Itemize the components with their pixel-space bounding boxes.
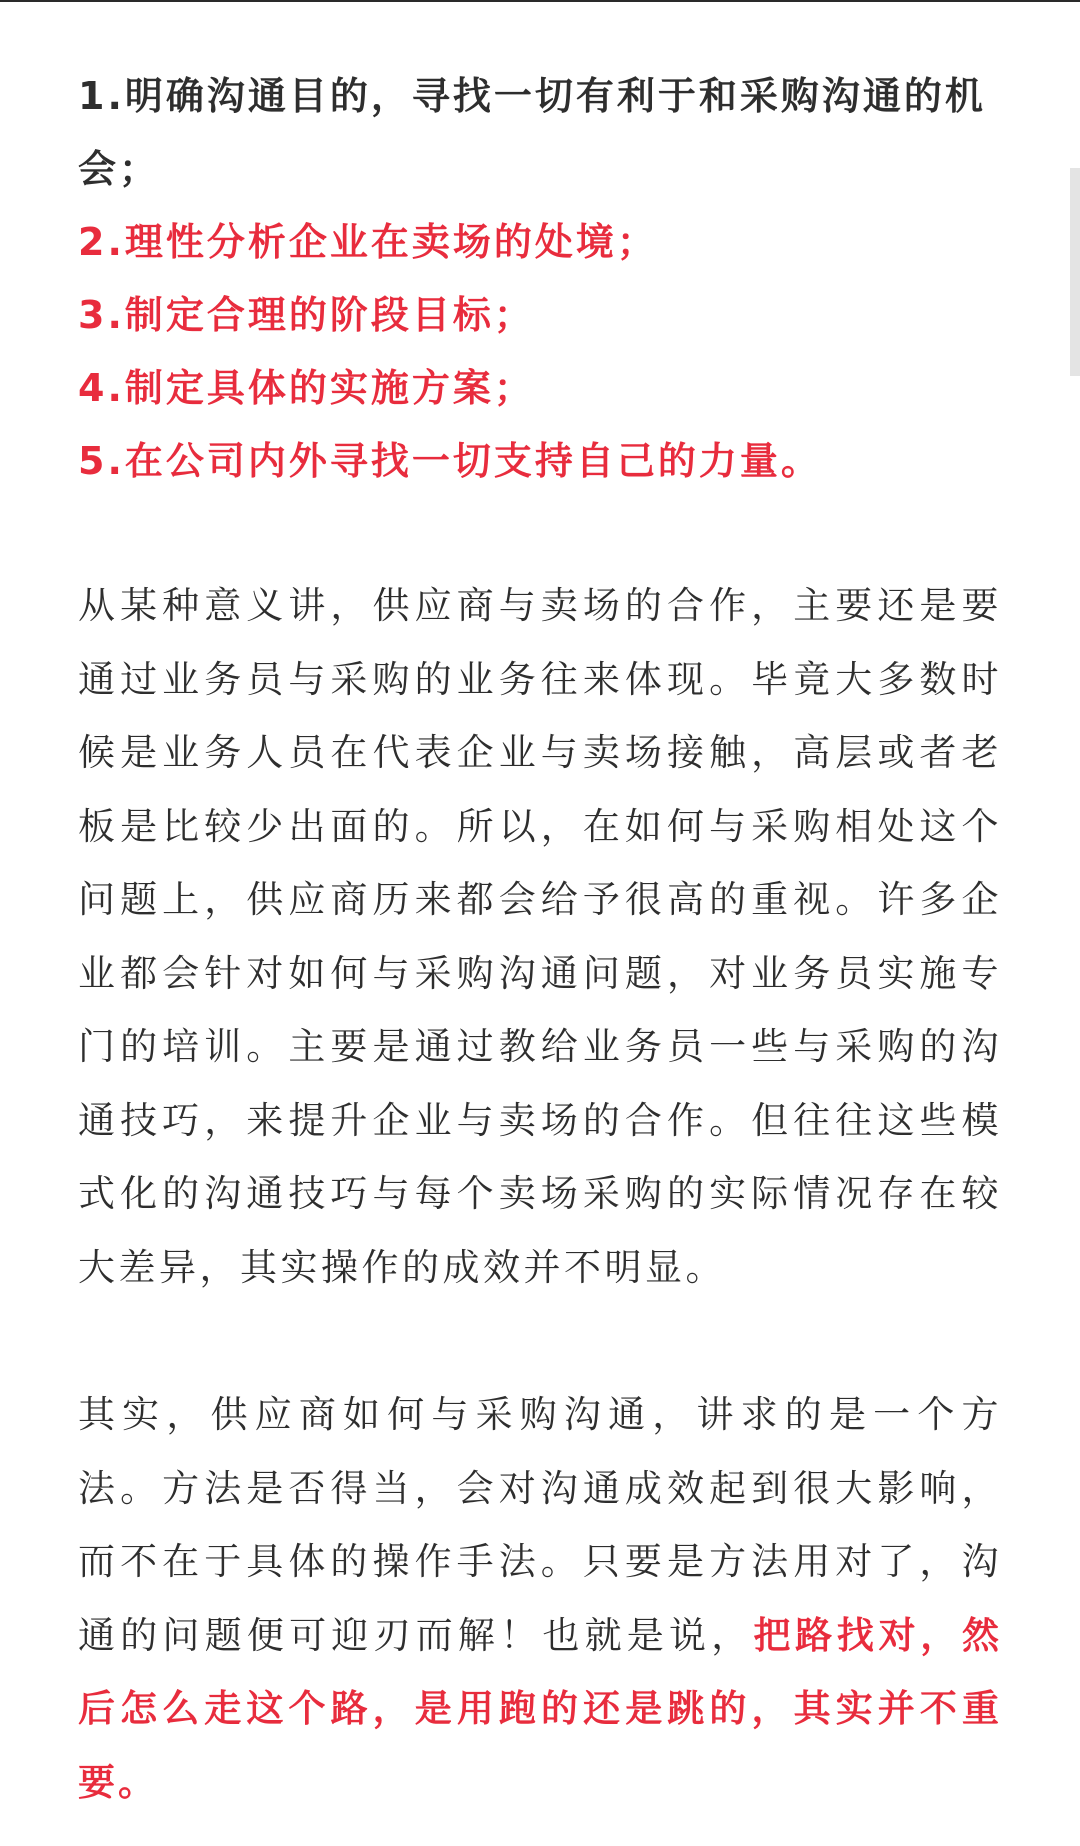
list-item: 2.理性分析企业在卖场的处境；: [78, 220, 658, 264]
list-item: 5.在公司内外寻找一切支持自己的力量。: [78, 439, 822, 483]
article-body: [78, 60, 1002, 1819]
list-item: 3.制定合理的阶段目标；: [78, 293, 535, 337]
paragraph-method-highlight: 把路找对，然后怎么走这个路，是用跑的还是跳的，其实并不重要。: [78, 1613, 1003, 1804]
scrollbar-thumb[interactable]: [1070, 168, 1080, 376]
paragraph-method-text: 其实，供应商如何与采购沟通，讲求的是一个方法。方法是否得当，会对沟通成效起到很大影响，而不在于具体的操作手法。只要是方法用对了，沟通的问题便可迎刃而解！也就是说，: [78, 1393, 1002, 1657]
list-item: 1.明确沟通目的，寻找一切有利于和采购沟通的机会；: [78, 74, 986, 191]
key-points-list: [78, 60, 1002, 498]
top-divider: [0, 0, 1080, 2]
list-item: 4.制定具体的实施方案；: [78, 366, 535, 410]
paragraph-method: [78, 1378, 1002, 1819]
paragraph-cooperation: 从某种意义讲，供应商与卖场的合作，主要还是要通过业务员与采购的业务往来体现。毕竟大多数时候是业务人员在代表企业与卖场接触，高层或者老板是比较少出面的。所以，在如何与采购相处这个问题上，供应商历来都会给予很高的重视。许多企业都会针对如何与采购沟通问题，对业务员实施专门的培训。主要是通过教给业务员一些与采购的沟通技巧，来提升企业与卖场的合作。但往往这些模式化的沟通技巧与每个卖场采购的实际情况存在较大差异，其实操作的成效并不明显。: [78, 584, 1002, 1289]
